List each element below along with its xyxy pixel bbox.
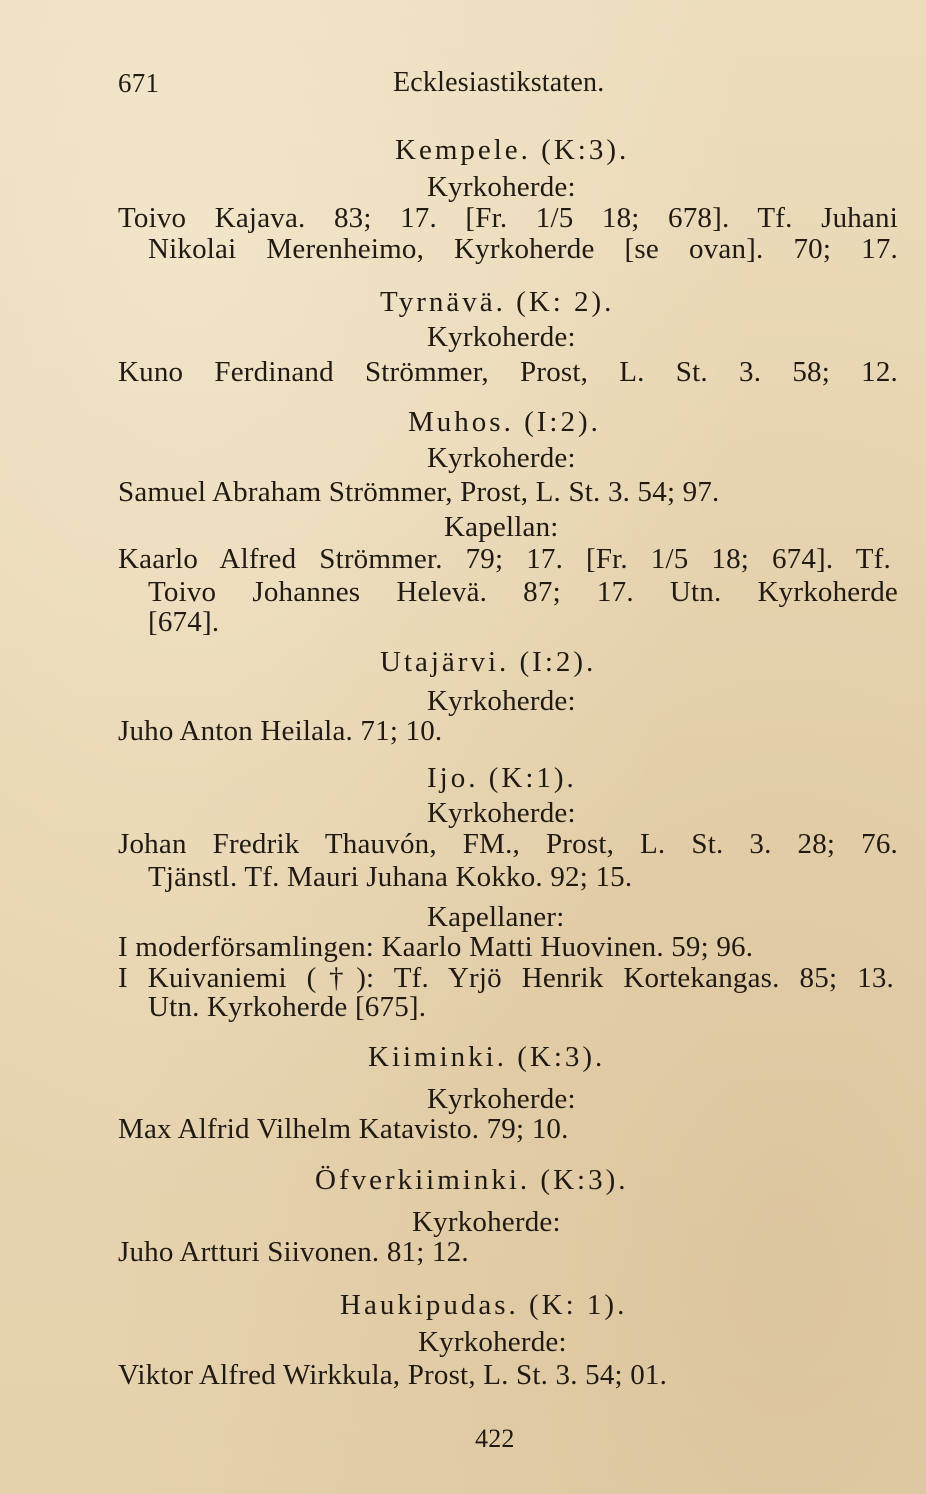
- clergy-entry: Juho Artturi Siivonen. 81; 12.: [118, 1236, 469, 1268]
- clergy-entry: Kuno Ferdinand Strömmer, Prost, L. St. 3. 58; 12.: [118, 356, 898, 388]
- clergy-entry: Viktor Alfred Wirkkula, Prost, L. St. 3. 54; 01.: [118, 1359, 668, 1391]
- parish-heading-muhos: Muhos. (I:2).: [408, 406, 601, 438]
- parish-heading-ijo: Ijo. (K:1).: [427, 762, 577, 794]
- role-label: Kyrkoherde:: [427, 685, 576, 717]
- parish-heading-ofverkiiminki: Öfverkiiminki. (K:3).: [315, 1164, 629, 1196]
- clergy-entry: Samuel Abraham Strömmer, Prost, L. St. 3. 54; 97.: [118, 476, 720, 508]
- role-label: Kyrkoherde:: [427, 321, 576, 353]
- clergy-entry: Toivo Kajava. 83; 17. [Fr. 1/5 18; 678]. Tf. Juhani: [118, 202, 898, 234]
- parish-heading-tyrnava: Tyrnävä. (K: 2).: [380, 286, 615, 318]
- clergy-entry: Kaarlo Alfred Strömmer. 79; 17. [Fr. 1/5 18; 674]. Tf.: [118, 543, 891, 575]
- clergy-entry: Johan Fredrik Thauvón, FM., Prost, L. St. 3. 28; 76.: [118, 828, 898, 860]
- role-label: Kapellan:: [444, 511, 559, 543]
- clergy-entry: Juho Anton Heilala. 71; 10.: [118, 715, 443, 747]
- clergy-entry: Max Alfrid Vilhelm Katavisto. 79; 10.: [118, 1113, 569, 1145]
- parish-heading-kempele: Kempele. (K:3).: [395, 134, 630, 166]
- role-label: Kyrkoherde:: [427, 171, 576, 203]
- role-label: Kapellaner:: [427, 901, 565, 933]
- clergy-entry-continuation: Utn. Kyrkoherde [675].: [148, 991, 427, 1023]
- role-label: Kyrkoherde:: [427, 1083, 576, 1115]
- clergy-entry: I moderförsamlingen: Kaarlo Matti Huovinen. 59; 96.: [118, 931, 754, 963]
- signature-mark: 422: [475, 1424, 515, 1453]
- role-label: Kyrkoherde:: [412, 1206, 561, 1238]
- parish-heading-haukipudas: Haukipudas. (K: 1).: [340, 1289, 628, 1321]
- clergy-entry-continuation: Nikolai Merenheimo, Kyrkoherde [se ovan]. 70; 17.: [148, 233, 898, 265]
- clergy-entry-continuation: Tjänstl. Tf. Mauri Juhana Kokko. 92; 15.: [148, 861, 633, 893]
- parish-heading-utajarvi: Utajärvi. (I:2).: [380, 646, 597, 678]
- role-label: Kyrkoherde:: [418, 1326, 567, 1358]
- clergy-entry: I Kuivaniemi (†): Tf. Yrjö Henrik Kortekangas. 85; 13.: [118, 962, 894, 994]
- clergy-entry-continuation: [674].: [148, 606, 220, 638]
- role-label: Kyrkoherde:: [427, 797, 576, 829]
- clergy-entry-continuation: Toivo Johannes Helevä. 87; 17. Utn. Kyrkoherde: [148, 576, 898, 608]
- parish-heading-kiiminki: Kiiminki. (K:3).: [368, 1041, 606, 1073]
- running-title: Ecklesiastikstaten.: [393, 67, 605, 98]
- page-number: 671: [118, 68, 160, 98]
- role-label: Kyrkoherde:: [427, 442, 576, 474]
